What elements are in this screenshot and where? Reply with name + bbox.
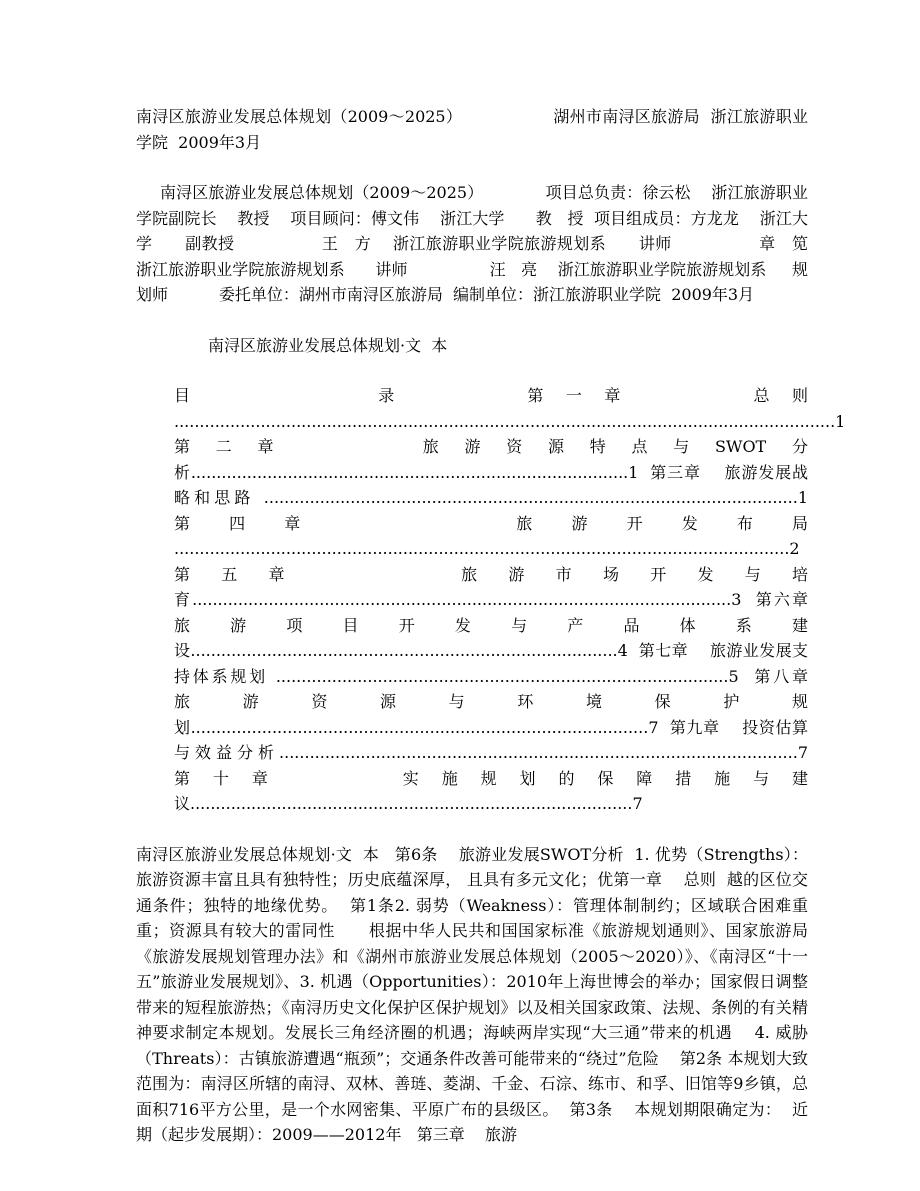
document-title: 南浔区旅游业发展总体规划·文 本 xyxy=(208,335,448,355)
cover-paragraph: 南浔区旅游业发展总体规划（2009～2025） 湖州市南浔区旅游局 浙江旅游职业学院 2009年3月 xyxy=(136,107,808,152)
table-of-contents: 目 录 第一章 总则 ..................................................................................................................................1 第二章 旅游资源特点与SWOT分析......................................................................................1 第三章 旅游发展战略和思路 .........................................................................................................1 第四章 旅游开发布局 .........................................................................................................................2 第五章 旅游市场开发与培育..........................................................................................................3 第六章 旅游项目开发与产品体系建设....................................................................................4 第七章 旅游业发展支持体系规划 .........................................................................................5 第八章 旅游资源与环境保护规划..........................................................................................7 第九章 投资估算与效益分析......................................................................................................7 第十章 实施规划的保障措施与建议.......................................................................................7 xyxy=(174,386,856,813)
credits-paragraph: 南浔区旅游业发展总体规划（2009～2025） 项目总负责：徐云松 浙江旅游职业学院副院长 教授 项目顾问：傅文伟 浙江大学 教 授 项目组成员：方龙龙 浙江大学 副教授 王 方 浙江旅游职业学院旅游规划系 讲师 章 笕 浙江旅游职业学院旅游规划系 讲师 汪 亮 浙江旅游职业学院旅游规划系 规划师 委托单位：湖州市南浔区旅游局 编制单位：浙江旅游职业学院 2009年3月 xyxy=(136,183,829,304)
body-paragraph: 南浔区旅游业发展总体规划·文 本 第6条 旅游业发展SWOT分析 1. 优势（Strengths）：旅游资源丰富且具有独特性；历史底蕴深厚， 且具有多元文化；优第一章 总则 越的区位交通条件；独特的地缘优势。 第1条2. 弱势（Weakness）：管理体制制约；区域联合困难重重；资源具有较大的雷同性 根据中华人民共和国国家标准《旅游规划通则》、国家旅游局《旅游发展规划管理办法》和《湖州市旅游业发展总体规划（2005～2020）》、《南浔区“十一五”旅游业发展规划》、3. 机遇（Opportunities）：2010年上海世博会的举办；国家假日调整带来的短程旅游热；《南浔历史文化保护区保护规划》以及相关国家政策、法规、条例的有关精神要求制定本规划。发展长三角经济圈的机遇；海峡两岸实现“大三通”带来的机遇 4. 威胁（Threats）：古镇旅游遭遇“瓶颈”；交通条件改善可能带来的“绕过”危险 第2条 本规划大致范围为：南浔区所辖的南浔、双林、善琏、菱湖、千金、石淙、练市、和孚、旧馆等9乡镇，总面积716平方公里，是一个水网密集、平原广布的县级区。 第3条 本规划期限确定为： 近期（起步发展期）：2009——2012年 第三章 旅游 xyxy=(136,844,808,1144)
document-page xyxy=(136,104,856,1173)
